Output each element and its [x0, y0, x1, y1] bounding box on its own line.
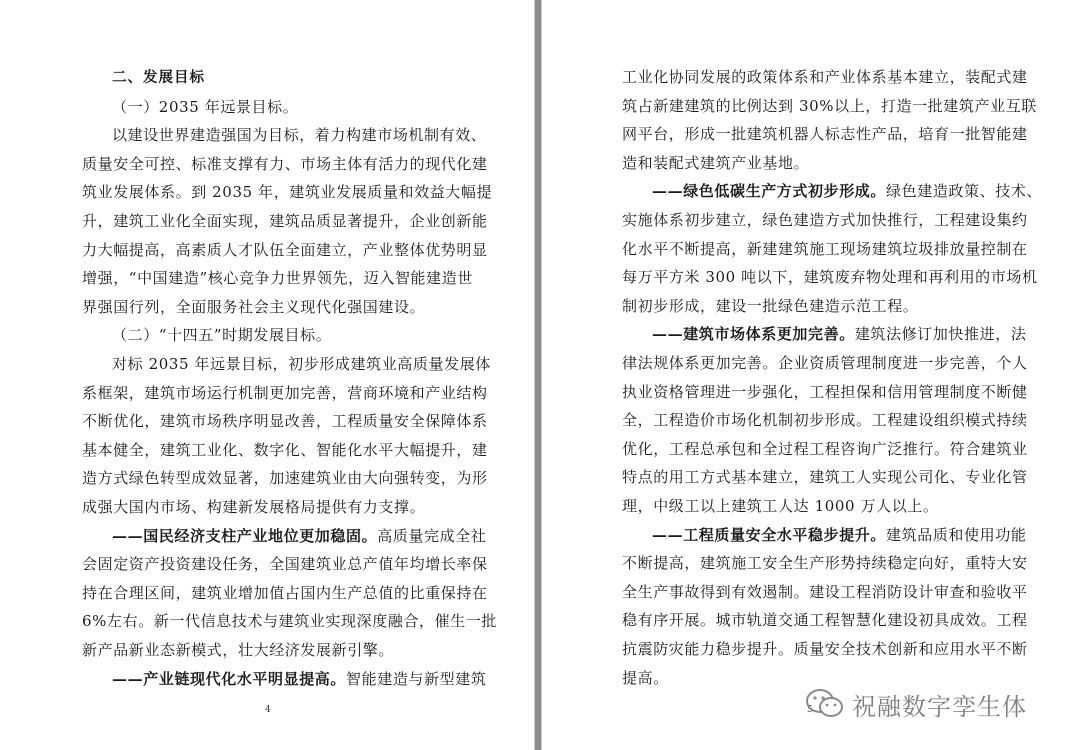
page-number: 4 — [265, 705, 271, 715]
text-line — [82, 383, 488, 403]
line-text: 理，中级工以上建筑工人达 1000 万人以上。 — [622, 497, 939, 515]
line-text: 稳有序开展。城市轨道交通工程智慧化建设初具成效。工程 — [622, 611, 1028, 630]
text-line — [82, 611, 497, 631]
line-text: 智能建造与新型建筑 — [346, 669, 487, 688]
text-line — [82, 583, 488, 603]
text-line — [622, 353, 1028, 373]
bold-lead-text: ——产业链现代化水平明显提高。 — [112, 669, 347, 688]
line-text: 以建设世界建造强国为目标，着力构建市场机制有效、 — [112, 126, 487, 145]
text-line — [652, 525, 1026, 545]
text-line — [82, 154, 488, 174]
text-line — [622, 639, 1028, 659]
bold-lead-text: ——绿色低碳生产方式初步形成。 — [652, 182, 887, 201]
text-line — [622, 96, 1037, 116]
line-text: （二）“十四五”时期发展目标。 — [112, 326, 332, 345]
line-text: 绿色建造政策、技术、 — [886, 182, 1043, 201]
text-line — [622, 439, 1028, 459]
document-page-left — [0, 0, 535, 750]
text-line — [82, 440, 488, 460]
line-text: 实施体系初步建立，绿色建造方式加快推行，工程建设集约 — [622, 211, 1028, 229]
line-text: 筑占新建建筑的比例达到 30%以上，打造一批建筑产业互联 — [622, 96, 1037, 115]
text-line — [622, 553, 1028, 573]
line-text: 建筑法修订加快推进，法 — [854, 325, 1027, 344]
line-text: 新产品新业态新模式，壮大经济发展新引擎。 — [82, 641, 395, 659]
text-line — [652, 181, 1042, 201]
line-text: 增强，“中国建造”核心竞争力世界领先，迈入智能建造世 — [82, 269, 473, 288]
line-text: 律法规体系更加完善。企业资质管理制度进一步完善，个人 — [622, 354, 1028, 372]
line-text: 会固定资产投资建设任务，全国建筑业总产值年均增长率保 — [82, 555, 488, 574]
bold-lead-text: ——建筑市场体系更加完善。 — [652, 325, 855, 344]
text-line — [82, 468, 488, 488]
text-line — [622, 668, 669, 688]
text-line — [112, 669, 486, 689]
line-text: 高质量完成全社 — [377, 526, 487, 545]
text-line — [82, 554, 488, 574]
text-line — [82, 497, 425, 517]
text-line — [112, 68, 205, 88]
text-line — [82, 640, 394, 660]
line-text: 造和装配式建筑产业基地。 — [622, 153, 810, 172]
bold-lead-text: ——工程质量安全水平稳步提升。 — [652, 525, 887, 544]
wechat-logo-icon — [804, 687, 846, 721]
text-line — [82, 297, 425, 317]
line-text: 力大幅提高，高素质人才队伍全面建立，产业整体优势明显 — [82, 240, 488, 259]
text-line — [82, 240, 488, 260]
text-line — [112, 97, 298, 117]
text-line — [622, 496, 939, 516]
watermark-text: 祝融数字孪生体 — [852, 692, 1027, 721]
line-text: （一）2035 年远景目标。 — [112, 97, 299, 116]
line-text: 二、发展目标 — [112, 70, 205, 86]
text-line — [622, 410, 1028, 430]
text-line — [82, 182, 492, 202]
line-text: 网平台，形成一批建筑机器人标志性产品，培育一批智能建 — [622, 125, 1028, 144]
text-line — [622, 382, 1028, 402]
text-line — [622, 296, 918, 316]
text-line — [622, 210, 1028, 230]
line-text: 成强大国内市场、构建新发展格局提供有力支撑。 — [82, 498, 426, 516]
line-text: 系框架，建筑市场运行机制更加完善，营商环境和产业结构 — [82, 383, 488, 402]
bold-lead-text: ——国民经济支柱产业地位更加稳固。 — [112, 526, 378, 545]
line-text: 全生产事故得到有效遏制。建设工程消防设计审查和验收平 — [622, 582, 1028, 601]
line-text: 升，建筑工业化全面实现，建筑品质显著提升，企业创新能 — [82, 212, 488, 230]
line-text: 抗震防灾能力稳步提升。质量安全技术创新和应用水平不断 — [622, 640, 1028, 658]
watermark — [804, 684, 1027, 724]
text-line — [112, 325, 331, 345]
text-line — [112, 354, 491, 374]
line-text: 建筑品质和使用功能 — [886, 525, 1027, 544]
line-text: 提高。 — [622, 668, 669, 687]
text-line — [622, 267, 1038, 287]
text-line — [622, 467, 1028, 487]
line-text: 不断提高，建筑施工安全生产形势持续稳定向好，重特大安 — [622, 554, 1028, 573]
line-text: 质量安全可控、标准支撑有力、市场主体有活力的现代化建 — [82, 154, 488, 173]
text-line — [622, 67, 1028, 87]
text-line — [112, 125, 486, 145]
line-text: 工业化协同发展的政策体系和产业体系基本建立，装配式建 — [622, 68, 1028, 86]
text-line — [82, 411, 488, 431]
text-line — [622, 124, 1028, 144]
document-page-right — [541, 0, 1080, 750]
text-line — [622, 153, 809, 173]
line-text: 执业资格管理进一步强化，工程担保和信用管理制度不断健 — [622, 382, 1028, 401]
line-text: 全，工程造价市场化机制初步形成。工程建设组织模式持续 — [622, 411, 1028, 430]
line-text: 对标 2035 年远景目标，初步形成建筑业高质量发展体 — [112, 355, 491, 373]
text-line — [622, 239, 1028, 259]
line-text: 造方式绿色转型成效显著，加速建筑业由大向强转变，为形 — [82, 469, 488, 488]
line-text: 制初步形成，建设一批绿色建造示范工程。 — [622, 296, 919, 315]
text-line — [652, 324, 1026, 344]
line-text: 持在合理区间，建筑业增加值占国内生产总值的比重保持在 — [82, 583, 488, 602]
text-line — [112, 526, 486, 546]
page-number: 5 — [807, 705, 813, 715]
text-line — [82, 268, 473, 288]
text-line — [622, 582, 1028, 602]
line-text: 特点的用工方式基本建立，建筑工人实现公司化、专业化管 — [622, 468, 1028, 487]
line-text: 6%左右。新一代信息技术与建筑业实现深度融合，催生一批 — [82, 612, 497, 631]
line-text: 每万平方米 300 吨以下，建筑废弃物处理和再利用的市场机 — [622, 268, 1038, 287]
line-text: 界强国行列，全面服务社会主义现代化强国建设。 — [82, 297, 426, 316]
line-text: 化水平不断提高，新建建筑施工现场建筑垃圾排放量控制在 — [622, 239, 1028, 258]
line-text: 基本健全，建筑工业化、数字化、智能化水平大幅提升，建 — [82, 440, 488, 459]
line-text: 优化，工程总承包和全过程工程咨询广泛推行。符合建筑业 — [622, 439, 1028, 458]
line-text: 不断优化，建筑市场秩序明显改善，工程质量安全保障体系 — [82, 412, 488, 431]
line-text: 筑业发展体系。到 2035 年，建筑业发展质量和效益大幅提 — [82, 183, 493, 202]
text-line — [82, 211, 488, 231]
text-line — [622, 610, 1028, 630]
